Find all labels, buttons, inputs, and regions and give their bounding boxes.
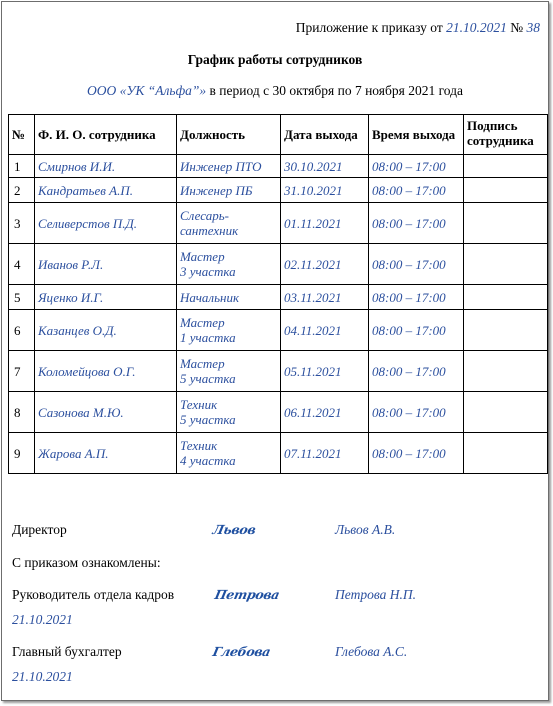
director-title: Директор [12,522,67,537]
header-number: № [9,115,35,155]
cell-date: 31.10.2021 [281,178,369,203]
cell-date: 07.11.2021 [281,433,369,474]
cell-time: 08:00 – 17:00 [369,310,464,351]
appendix-number-label: № [510,20,524,35]
hr-head-signature-mark: Петрова [213,587,281,602]
director-signature-mark: Львов [211,522,258,537]
director-name: Львов А.В. [335,522,396,537]
cell-number: 9 [9,433,35,474]
table-row [9,203,548,244]
cell-date: 05.11.2021 [281,351,369,392]
acknowledged-label: С приказом ознакомлены: [12,555,161,570]
appendix-line [296,20,540,36]
cell-position: Мастер 3 участка [177,244,281,285]
table-row [9,155,548,178]
appendix-prefix: Приложение к приказу от [295,20,443,35]
table-row [9,178,548,203]
cell-employee-name: Селиверстов П.Д. [35,203,177,244]
cell-position: Инженер ПБ [177,178,281,203]
cell-number: 6 [9,310,35,351]
cell-employee-name: Коломейцова О.Г. [35,351,177,392]
appendix-number: 38 [526,20,540,35]
cell-employee-signature [464,285,548,310]
cell-position: Мастер 1 участка [177,310,281,351]
cell-employee-signature [464,178,548,203]
cell-date: 03.11.2021 [281,285,369,310]
accountant-title: Главный бухгалтер [12,644,122,659]
cell-position: Начальник [177,285,281,310]
cell-number: 2 [9,178,35,203]
accountant-signature-mark: Глебова [211,644,272,659]
cell-employee-name: Кандратьев А.П. [35,178,177,203]
cell-time: 08:00 – 17:00 [369,392,464,433]
hr-head-date: 21.10.2021 [12,612,73,627]
cell-employee-name: Сазонова М.Ю. [35,392,177,433]
cell-employee-signature [464,392,548,433]
cell-number: 7 [9,351,35,392]
cell-time: 08:00 – 17:00 [369,203,464,244]
cell-time: 08:00 – 17:00 [369,155,464,178]
cell-time: 08:00 – 17:00 [369,351,464,392]
cell-employee-name: Казанцев О.Д. [35,310,177,351]
cell-time: 08:00 – 17:00 [369,285,464,310]
cell-employee-signature [464,351,548,392]
table-row [9,244,548,285]
cell-employee-signature [464,433,548,474]
document-page [1,1,549,701]
header-date: Дата выхода [281,115,369,155]
table-row [9,392,548,433]
accountant-name: Глебова А.С. [335,644,408,659]
cell-date: 30.10.2021 [281,155,369,178]
table-row [9,351,548,392]
cell-employee-name: Жарова А.П. [35,433,177,474]
cell-position: Техник 5 участка [177,392,281,433]
document-subtitle [2,83,548,99]
header-name: Ф. И. О. сотрудника [35,115,177,155]
cell-date: 01.11.2021 [281,203,369,244]
document-title: График работы сотрудников [187,52,363,67]
schedule-body [9,155,548,474]
cell-employee-name: Иванов Р.Л. [35,244,177,285]
cell-date: 06.11.2021 [281,392,369,433]
cell-number: 8 [9,392,35,433]
accountant-date: 21.10.2021 [12,669,73,684]
hr-head-title: Руководитель отдела кадров [12,587,175,602]
cell-time: 08:00 – 17:00 [369,433,464,474]
header-signature: Подпись сотрудника [464,115,548,155]
hr-head-name: Петрова Н.П. [335,587,416,602]
cell-employee-name: Яценко И.Г. [35,285,177,310]
cell-position: Слесарь- сантехник [177,203,281,244]
header-position: Должность [177,115,281,155]
cell-number: 1 [9,155,35,178]
period-text: в период с 30 октября по 7 ноября 2021 года [209,83,464,98]
cell-number: 3 [9,203,35,244]
cell-time: 08:00 – 17:00 [369,244,464,285]
cell-employee-signature [464,155,548,178]
table-row [9,285,548,310]
cell-employee-signature [464,203,548,244]
cell-number: 4 [9,244,35,285]
appendix-date: 21.10.2021 [446,20,507,35]
cell-employee-name: Смирнов И.И. [35,155,177,178]
cell-date: 02.11.2021 [281,244,369,285]
company-name: ООО «УК “Альфа”» [86,83,207,98]
cell-position: Инженер ПТО [177,155,281,178]
table-row [9,310,548,351]
cell-employee-signature [464,244,548,285]
header-time: Время выхода [369,115,464,155]
schedule-table [8,114,548,474]
cell-position: Техник 4 участка [177,433,281,474]
cell-employee-signature [464,310,548,351]
cell-time: 08:00 – 17:00 [369,178,464,203]
cell-date: 04.11.2021 [281,310,369,351]
cell-number: 5 [9,285,35,310]
table-row [9,433,548,474]
cell-position: Мастер 5 участка [177,351,281,392]
table-header-row [9,115,548,155]
